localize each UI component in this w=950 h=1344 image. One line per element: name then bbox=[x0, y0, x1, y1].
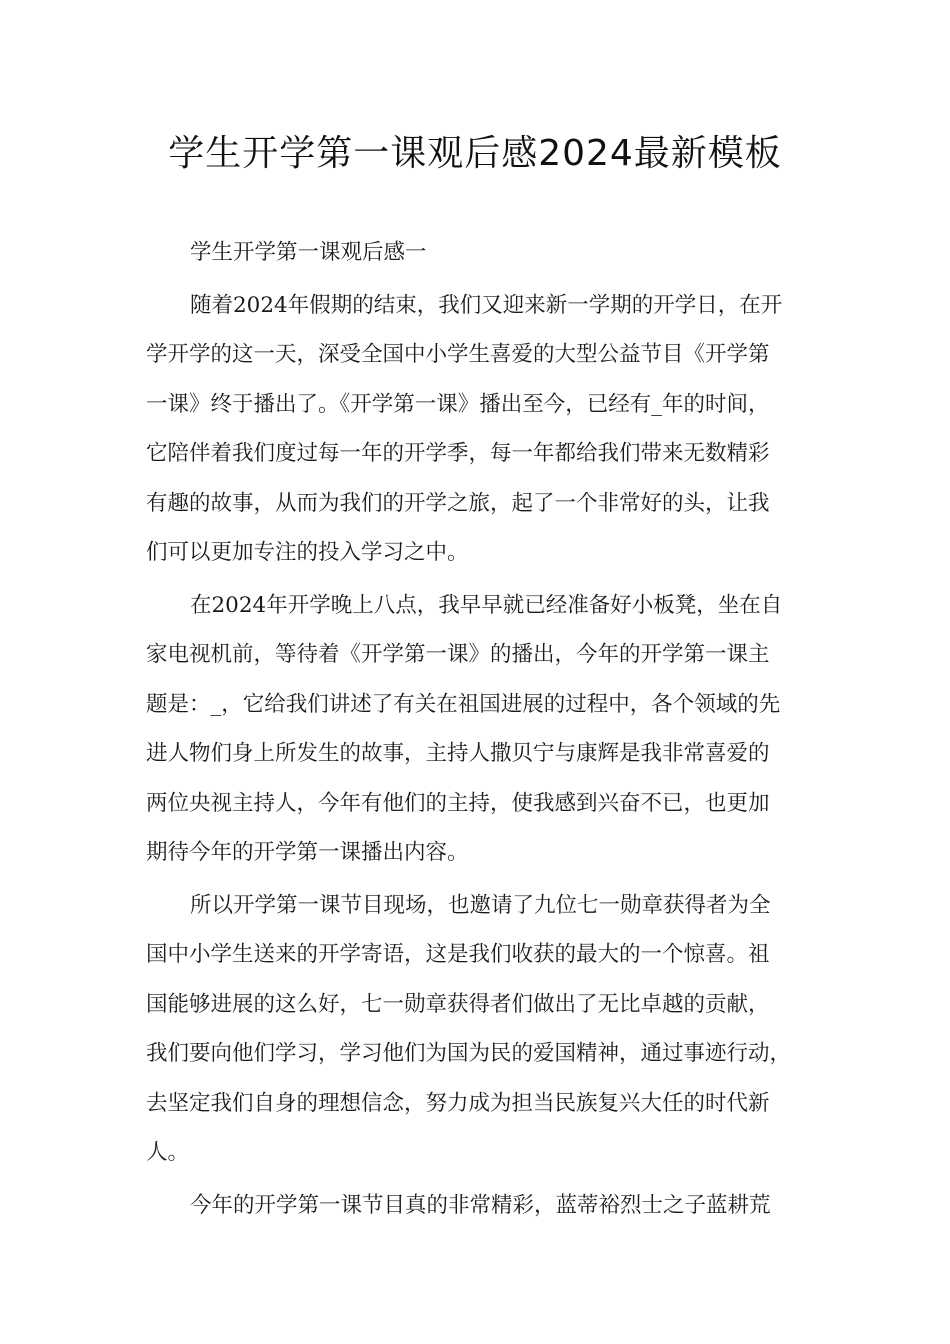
text-line: 国中小学生送来的开学寄语，这是我们收获的最大的一个惊喜。祖 bbox=[146, 942, 770, 967]
text-line: 学开学的这一天，深受全国中小学生喜爱的大型公益节目《开学第 bbox=[146, 342, 770, 367]
text-line: 期待今年的开学第一课播出内容。 bbox=[146, 840, 469, 865]
text-line: 一课》终于播出了。《开学第一课》播出至今，已经有_年的时间， bbox=[146, 391, 770, 417]
text-line: 随着2024年假期的结束，我们又迎来新一学期的开学日，在开 bbox=[190, 292, 783, 318]
text-line: 家电视机前，等待着《开学第一课》的播出，今年的开学第一课主 bbox=[146, 642, 770, 667]
text-line: 去坚定我们自身的理想信念，努力成为担当民族复兴大任的时代新 bbox=[146, 1090, 770, 1116]
text-line: 它陪伴着我们度过每一年的开学季，每一年都给我们带来无数精彩 bbox=[146, 441, 770, 466]
paragraph bbox=[146, 1181, 810, 1231]
text-line: 进人物们身上所发生的故事，主持人撒贝宁与康辉是我非常喜爱的 bbox=[146, 741, 770, 766]
document-title: 学生开学第一课观后感2024最新模板 bbox=[168, 133, 782, 174]
text-line: 我们要向他们学习，学习他们为国为民的爱国精神，通过事迹行动， bbox=[146, 1041, 792, 1066]
text-line: 在2024年开学晚上八点，我早早就已经准备好小板凳，坐在自 bbox=[190, 592, 783, 618]
text-line: 有趣的故事，从而为我们的开学之旅，起了一个非常好的头，让我 bbox=[146, 490, 770, 516]
paragraph bbox=[146, 281, 810, 578]
text-line: 题是：_，它给我们讲述了有关在祖国进展的过程中，各个领域的先 bbox=[146, 691, 781, 717]
text-line: 两位央视主持人，今年有他们的主持，使我感到兴奋不已，也更加 bbox=[146, 790, 770, 816]
paragraph bbox=[146, 581, 810, 878]
paragraph bbox=[146, 881, 810, 1178]
text-line: 国能够进展的这么好，七一勋章获得者们做出了无比卓越的贡献， bbox=[146, 991, 770, 1017]
text-line: 学生开学第一课观后感一 bbox=[190, 240, 427, 265]
document-body bbox=[146, 228, 810, 1230]
text-line: 所以开学第一课节目现场，也邀请了九位七一勋章获得者为全 bbox=[190, 892, 771, 918]
text-line: 今年的开学第一课节目真的非常精彩，蓝蒂裕烈士之子蓝耕荒 bbox=[190, 1192, 771, 1218]
section-heading bbox=[146, 228, 810, 278]
text-line: 们可以更加专注的投入学习之中。 bbox=[146, 540, 469, 565]
text-line: 人。 bbox=[146, 1140, 190, 1165]
